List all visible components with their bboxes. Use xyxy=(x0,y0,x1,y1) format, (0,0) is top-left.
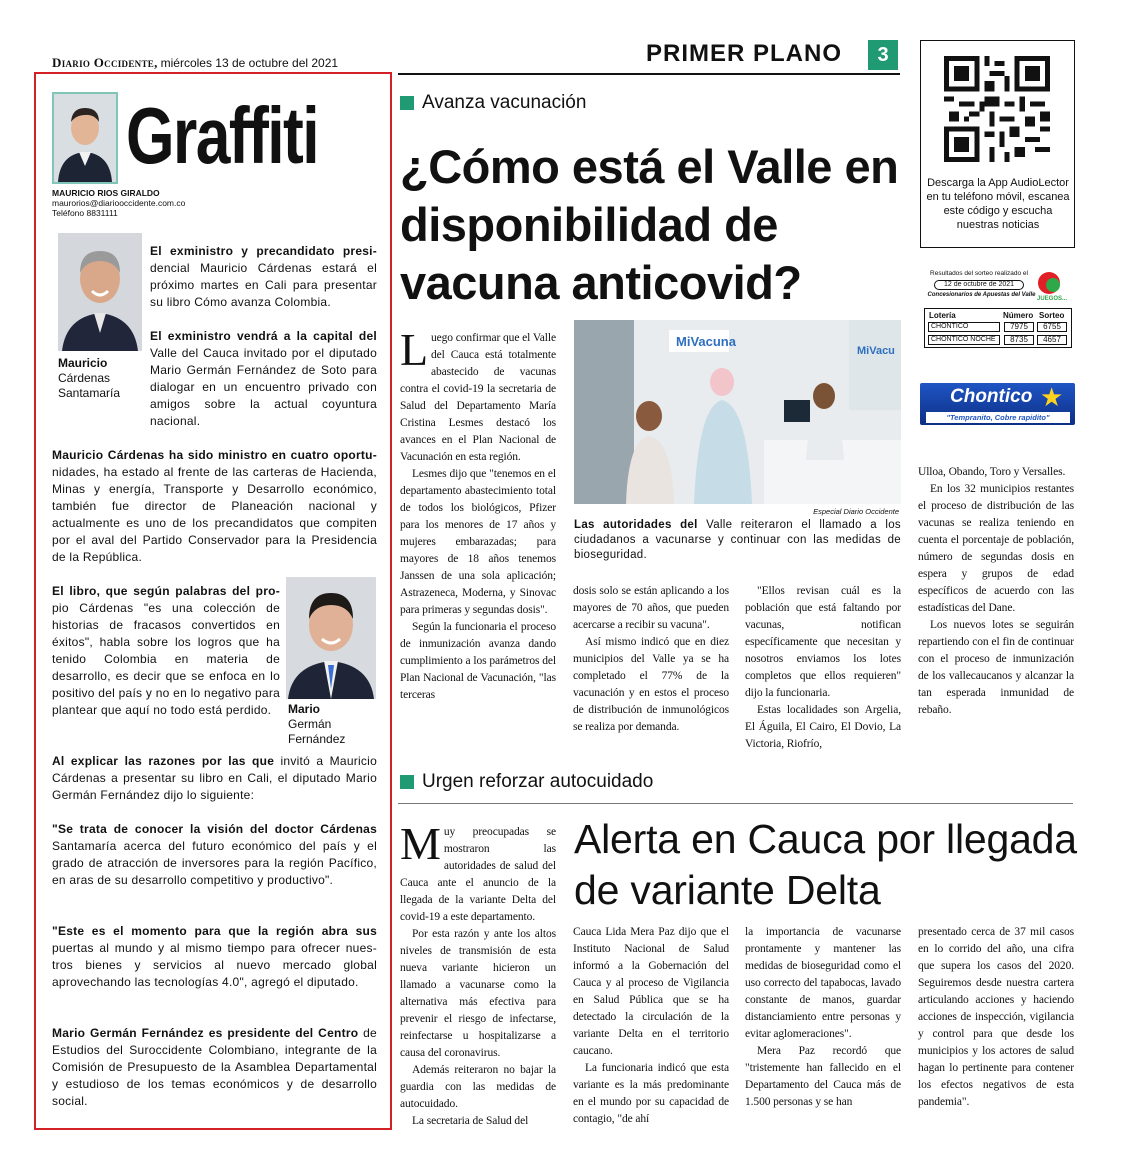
juegos-logo-text: JUEGOS... xyxy=(1037,296,1068,302)
header-numero: Número xyxy=(1003,311,1034,320)
graffiti-para-2: El exministro vendrá a la capital del Valle del Cauca invitado por el diputado Mario Germán Fernández de Soto para dialogar en un encuentro privado con amigos sobre la actual coyuntura nacional. xyxy=(150,329,377,428)
header-sorteo: Sorteo xyxy=(1039,311,1065,320)
row-numero: 7975 xyxy=(1004,322,1034,332)
article2-col-2: Cauca Lida Mera Paz dijo que el Instituto Nacional de Salud informó a la Gobernación del Cauca y al proceso de Vigilancia en Salud Pública que se ha detectado la circulación de la variante Delta en el territorio caucano. La funcionaria indicó que esta variante es la más predominante en el mundo por su capacidad de contagio, "de ahí xyxy=(573,926,729,1125)
caption-line: Germán xyxy=(288,717,332,731)
page-number: 3 xyxy=(868,40,898,70)
article2-kicker xyxy=(400,771,653,793)
caption-line: Mauricio xyxy=(58,356,108,370)
header-rule xyxy=(398,73,900,75)
lottery-results xyxy=(920,270,1075,375)
columnist-photo xyxy=(52,92,118,184)
graffiti-para-6: "Se trata de conocer la visión del doctor Cárdenas Santamaría acerca del futuro económico del país y el grado de atracción de inversores para la región Pacífico, en aras de su desarrollo competitivo y productivo". xyxy=(52,822,377,887)
dropcap: L xyxy=(400,324,428,375)
article2-rule xyxy=(398,803,1073,804)
section-title: PRIMER PLANO xyxy=(646,40,843,67)
graffiti-para-8: Mario Germán Fernández es presidente del Centro de Estudios del Suroccidente Colombiano, integrante de la Comisión de Presupuesto de la Asamblea Departamental y estudioso de los temas económicos y de desarrollo social. xyxy=(52,1026,377,1108)
chontico-ad xyxy=(920,383,1075,425)
author-email[interactable]: maurorios@diariooccidente.com.co xyxy=(52,198,186,208)
cardenas-photo xyxy=(58,233,142,351)
kicker-square xyxy=(400,775,414,789)
article1-col-4: Ulloa, Obando, Toro y Versalles. En los 32 municipios restantes el proceso de distribución de las vacunas se realiza teniendo en cuenta el porcentaje de población, número de segundas dosis en espera y grupos de edad específicos de acuerdo con las estadísticas del Dane. Los nuevos lotes se seguirán repartiendo con el fin de continuar con el proceso de inmunización de los vallecaucanos y alcanzar la tan esperada inmunidad de rebaño. xyxy=(918,466,1074,716)
article1-col-2: dosis solo se están aplicando a los mayores de 70 años, que pueden acercarse a recibir su vacuna". Así mismo indicó que en diez municipios del Valle ya se ha completado el 77% de la vacunación y en estos el proceso de distribución de inmunológicos se realiza por demanda. xyxy=(573,585,729,733)
article1-headline: ¿Cómo está el Valle en disponibilidad de vacuna anticovid? xyxy=(400,140,899,309)
chontico-slogan: "Tempranito, Cobre rapidito" xyxy=(926,412,1070,423)
kicker-square xyxy=(400,96,414,110)
article2-col-4: presentado cerca de 37 mil casos en lo corrido del año, una cifra que supera los casos del 2020. Seguiremos desde nuestra cartera articulando acciones y haciendo acciones de inspección, vigilancia y control para que desde los municipios y los actores de salud hagan lo pertinente para contener los efectos negativos de esta pandemia". xyxy=(918,926,1074,1108)
vaccination-photo xyxy=(574,320,901,504)
qr-code-icon[interactable] xyxy=(944,56,1050,162)
dropcap: M xyxy=(400,818,441,869)
article2-col-1: Muy preocupadas se mostraron las autoridades de salud del Cauca ante el anuncio de la llegada de la variante Delta del covid-19 a este departamento. Por esta razón y ante los altos niveles de transmisión de esta nueva variante hicieron un llamado a vacunarse como la alternativa más efectiva para prevenir el riesgo de infectarse, reinfectarse u hospitalizarse a causa del coronavirus. Además reiteraron no bajar la guardia con las medidas de autocuidado. La secretaria de Salud del xyxy=(400,818,556,1127)
newspaper-brand: Diario Occidente, xyxy=(52,55,158,70)
photo-caption: Las autoridades del Valle reiteraron el llamado a los ciudadanos a vacunarse y continuar con las medidas de bioseguridad. xyxy=(574,519,901,561)
graffiti-para-4: El libro, que según palabras del pro- pio Cárdenas "es una colección de historias de fracasos convertidos en éxitos", habla sobre los logros que ha tenido Colombia en materia de desarrollo, es decir que se enfoca en lo positivo del país y no en lo negativo para plantear que aquí no todo está perdido. xyxy=(52,584,280,717)
caption-line: Cárdenas xyxy=(58,371,111,385)
star-icon: ★ xyxy=(1040,383,1064,412)
graffiti-para-7: "Este es el momento para que la región abra sus puertas al mundo y al mismo tiempo para ofrecer nues-tros bienes y servicios al nuevo mercado global aprovechando las tecnologías 4.0", agregó el diputado. xyxy=(52,924,377,989)
juegos-logo-mark xyxy=(1046,278,1060,292)
fernandez-photo xyxy=(286,577,376,699)
row-numero: 8735 xyxy=(1004,335,1034,345)
article1-col-3: "Ellos revisan cuál es la población que está faltando por vacunas, notifican específicamente que necesitan y nosotros enviamos los lotes completos que ellos requieren" dijo la funcionaria. Estas localidades son Argelia, El Águila, El Cairo, El Dovio, La Victoria, Riofrío, xyxy=(745,585,901,750)
article1-col-1: Luego confirmar que el Valle del Cauca está totalmente abastecido de vacunas contra el covid-19 la secretaria de Salud del Departamento María Cristina Lesmes destacó los avances en el Plan Nacional de Vacunación en esta región. Lesmes dijo que "tenemos en el departamento abastecimiento total de todos los biológicos, Pfizer para los menores de 17 años y mujeres embarazadas; para mayores de 18 años tenemos Janssen de una sola aplicación; Astrazeneca, Moderna, y Sinovac para primeras y segundas dosis". Según la funcionaria el proceso de inmunización avanza dando cumplimiento a los parámetros del Plan Nacional de Vacunación, "las terceras xyxy=(400,324,556,701)
sorteo-date: 12 de octubre de 2021 xyxy=(934,280,1024,290)
graffiti-para-1: El exministro y precandidato presi- dencial Mauricio Cárdenas estará el próximo martes en Cali para presentar su libro Cómo avanza Colombia. xyxy=(150,244,377,309)
cardenas-caption xyxy=(58,356,148,401)
header-loteria: Lotería xyxy=(929,311,956,320)
photo-credit: Especial Diario Occidente xyxy=(813,507,899,516)
author-phone: Teléfono 8831111 xyxy=(52,208,118,218)
row-sorteo: 4657 xyxy=(1037,335,1067,345)
sorteo-org: Concesionarios de Apuestas del Valle xyxy=(927,292,1036,298)
audiolector-text: Descarga la App AudioLector en tu teléfono móvil, escanea este código y escucha nuestras noticias xyxy=(926,177,1070,231)
masthead xyxy=(52,55,338,71)
row-name: CHONTICO NOCHE xyxy=(928,335,1000,345)
fernandez-caption xyxy=(288,702,378,747)
graffiti-para-5: Al explicar las razones por las que invitó a Mauricio Cárdenas a presentar su libro en Cali, el diputado Mario Germán Fernández dijo lo siguiente: xyxy=(52,754,377,802)
caption-line: Fernández xyxy=(288,732,346,746)
article1-kicker xyxy=(400,92,586,114)
row-name: CHONTICO xyxy=(928,322,1000,332)
photo-sign: MiVacuna xyxy=(676,334,736,349)
kicker-text: Urgen reforzar autocuidado xyxy=(422,771,654,792)
article2-col-3: la importancia de vacunarse prontamente y mantener las medidas de bioseguridad como el uso correcto del tapabocas, lavado constante de manos, guardar distanciamiento entre personas y evitar aglomeraciones". Mera Paz recordó que "tristemente han fallecido en el Departamento del Cauca más de 1.500 personas y se han xyxy=(745,926,901,1108)
caption-line: Mario xyxy=(288,702,321,716)
caption-line: Santamaría xyxy=(58,386,121,400)
kicker-text: Avanza vacunación xyxy=(422,92,587,113)
chontico-brand: Chontico xyxy=(950,386,1033,407)
author-block xyxy=(52,188,185,218)
graffiti-para-3: Mauricio Cárdenas ha sido ministro en cuatro oportu- nidades, ha estado al frente de las carteras de Hacienda, Minas y energía, Transporte y Desarrollo económico, también fue director de Planeación nacional y actualmente es uno de los precandidatos que compiten por el aval del Partido Conservador para la Presidencia de la República. xyxy=(52,448,377,564)
author-name: MAURICIO RIOS GIRALDO xyxy=(52,188,160,198)
column-title: Graffiti xyxy=(126,91,319,180)
issue-date: miércoles 13 de octubre del 2021 xyxy=(160,56,339,70)
article2-headline: Alerta en Cauca por llegada de variante Delta xyxy=(574,816,1077,913)
photo-sign-2: MiVacu xyxy=(857,345,895,357)
sorteo-title: Resultados del sorteo realizado el xyxy=(930,270,1028,277)
row-sorteo: 6755 xyxy=(1037,322,1067,332)
lottery-table xyxy=(924,308,1072,348)
